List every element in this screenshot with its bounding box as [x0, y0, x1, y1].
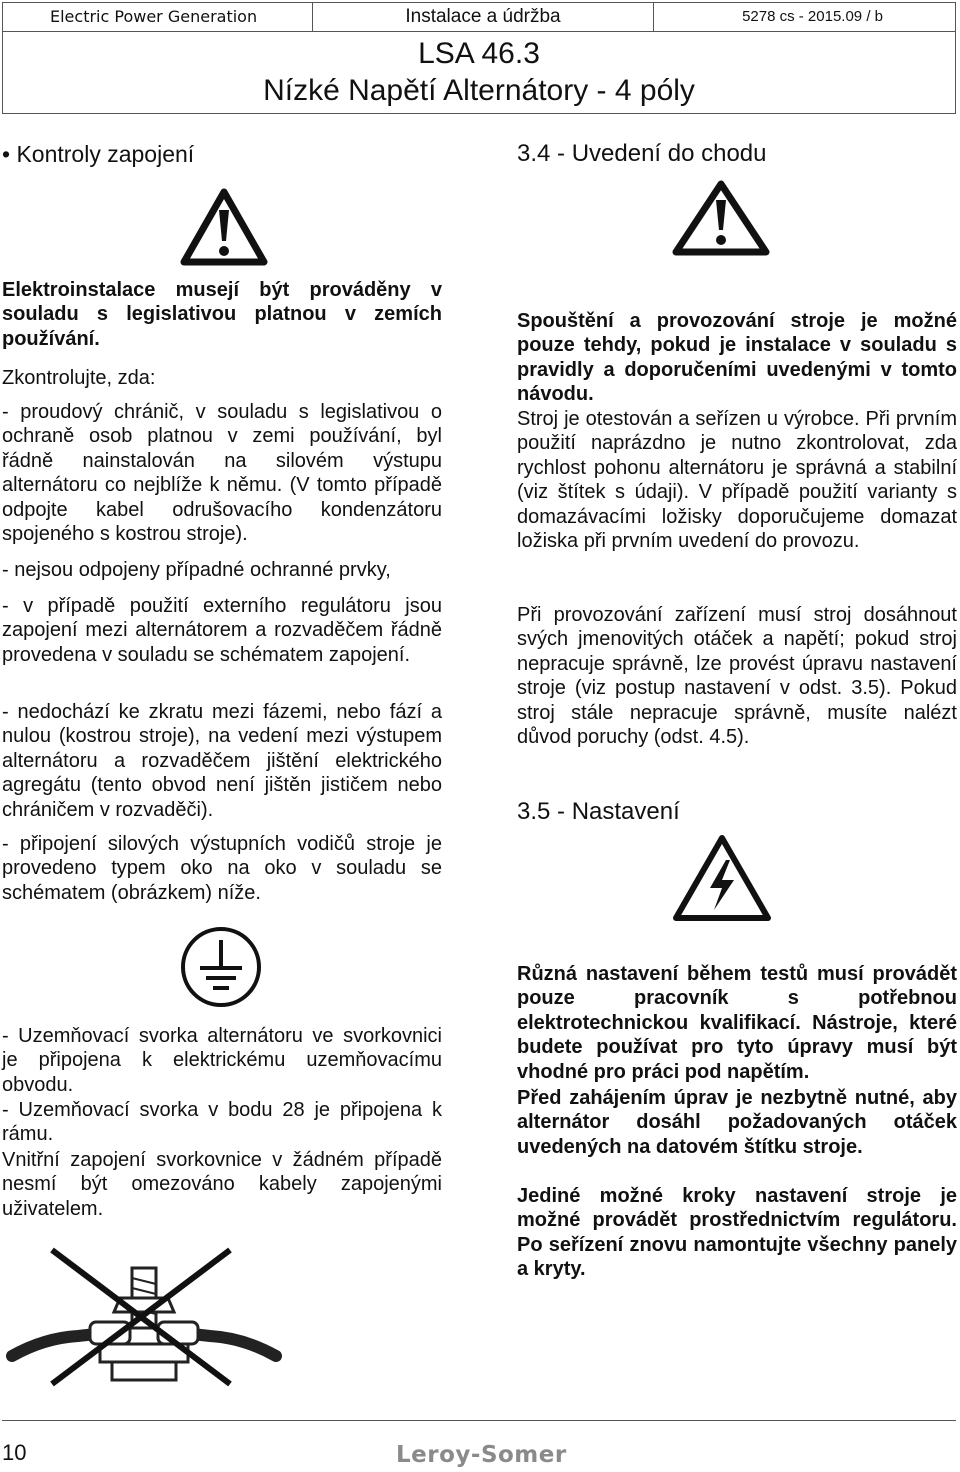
section-3-5-para: Před zahájením úprav je nezbytně nutné, aby alternátor dosáhl požadovaných otáček uvedených na datovém štítku stroje. — [517, 1087, 957, 1158]
section-3-5-para: Jediné možné kroky nastavení stroje je možné provádět prostřednictvím regulátoru. Po seřízení znovu namontujte všechny panely a kryty. — [517, 1185, 957, 1281]
header-doc-type: Instalace a údržba — [313, 3, 654, 31]
check-item: - připojení silových výstupních vodičů stroje je provedeno typem oko na oko v souladu se schématem (obrázkem) níže. — [2, 833, 442, 904]
warning-triangle-icon — [178, 186, 270, 268]
earth-text: Vnitřní zapojení svorkovnice v žádném případě nesmí být omezováno kabely zapojenými uživatelem. — [2, 1149, 442, 1220]
check-item: - nejsou odpojeny případné ochranné prvky, — [2, 559, 391, 581]
earth-text: - Uzemňovací svorka v bodu 28 je připojena k rámu. — [2, 1099, 442, 1146]
footer-rule — [2, 1420, 956, 1421]
check-item: - nedochází ke zkratu mezi fázemi, nebo fází a nulou (kostrou stroje), na vedení mezi výstupem alternátoru a rozvaděčem jištění elektrického agregátu (tento obvod není jištěn jističem nebo chráničem v rozvaděči). — [2, 701, 442, 821]
page-number: 10 — [2, 1440, 27, 1465]
left-warning-text: Elektroinstalace musejí být prováděny v souladu s legislativou platnou v zemích používání. — [2, 279, 442, 350]
brand-logo: Leroy-Somer — [396, 1442, 567, 1468]
section-3-4-para: Při provozování zařízení musí stroj dosáhnout svých jmenovitých otáček a napětí; pokud stroj nepracuje správně, lze provést úpravu nastavení stroje (viz postup nastavení v odst. 3.5). Pokud stroj stále nepracuje správně, musíte nalézt důvod poruchy (odst. 4.5). — [517, 604, 957, 749]
high-voltage-icon — [670, 832, 774, 924]
check-intro: Zkontrolujte, zda: — [2, 367, 156, 389]
header-doc-ref: 5278 cs - 2015.09 / b — [742, 8, 883, 25]
section-3-5-para: Různá nastavení během testů musí provádět pouze pracovník s potřebnou elektrotechnickou kvalifikací. Nástroje, které budete používat pro tyto úpravy musí být vhodné pro práci pod napětím. — [517, 963, 957, 1083]
warning-triangle-icon — [670, 178, 772, 258]
header-subtitle: Nízké Napětí Alternátory - 4 póly — [263, 74, 695, 107]
earth-text: - Uzemňovací svorka alternátoru ve svorkovnici je připojena k elektrickému uzemňovacímu obvodu. — [2, 1025, 442, 1096]
header-company: Electric Power Generation — [3, 3, 313, 31]
prohibited-terminal-connection-icon — [4, 1238, 284, 1388]
section-3-5-title: 3.5 - Nastavení — [517, 798, 680, 825]
left-heading: • Kontroly zapojení — [2, 141, 195, 167]
earth-ground-icon — [178, 924, 264, 1010]
section-3-4-title: 3.4 - Uvedení do chodu — [517, 140, 767, 167]
check-item: - proudový chránič, v souladu s legislativou o ochraně osob platnou v zemi používání, byl řádně nainstalován na silovém výstupu alternátoru co nejblíže k němu. (V tomto případě odpojte kabel odrušovacího kondenzátoru spojeného s kostrou stroje). — [2, 401, 442, 546]
header-model: LSA 46.3 — [418, 37, 540, 70]
section-3-4-bold: Spouštění a provozování stroje je možné pouze tehdy, pokud je instalace v souladu s pravidly a doporučeními uvedenými v tomto návodu. — [517, 310, 957, 406]
header-row — [3, 3, 955, 32]
page-header — [2, 2, 956, 114]
section-3-4-para: Stroj je otestován a seřízen u výrobce. Při prvním použití naprázdno je nutno zkontrolovat, zda rychlost pohonu alternátoru je správná a stabilní (viz štítek s údaji). V případě použití varianty s domazávacími ložisky doporučujeme domazat ložiska při prvním uvedení do provozu. — [517, 408, 957, 553]
check-item: - v případě použití externího regulátoru jsou zapojení mezi alternátorem a rozvaděčem řádně provedena v souladu se schématem zapojení. — [2, 595, 442, 666]
